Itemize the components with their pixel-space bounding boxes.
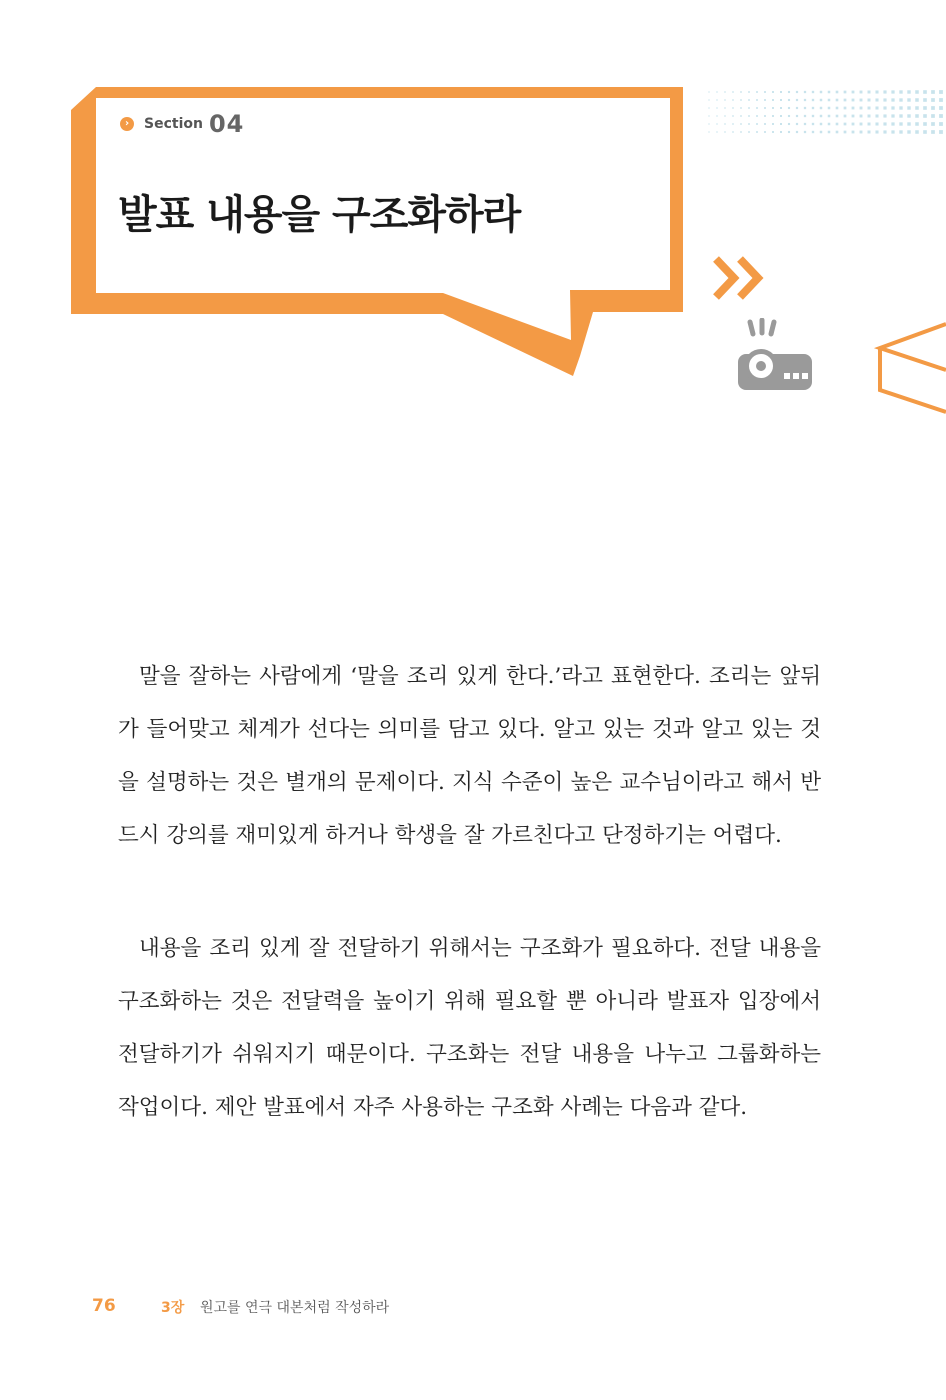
paragraph-1-text: 말을 잘하는 사람에게 ‘말을 조리 있게 한다.’라고 표현한다. 조리는 앞뒤가 들어맞고 체계가 선다는 의미를 담고 있다. 알고 있는 것과 알고 있는 것을 설명하는 것은 별개의 문제이다. 지식 수준이 높은 교수님이라고 해서 반드시 강의를 재미있게 하거나 학생을 잘 가르친다고 단정하기는 어렵다. (118, 664, 821, 848)
pattern-dot (907, 106, 910, 109)
pattern-dot (844, 131, 847, 134)
pattern-dot (931, 122, 935, 126)
pattern-dot (756, 107, 758, 109)
pattern-dot (820, 123, 822, 125)
pattern-dot (724, 115, 725, 116)
pattern-dot (820, 115, 822, 117)
pattern-dot (796, 99, 798, 101)
pattern-dot (780, 131, 782, 133)
pattern-dot (923, 106, 927, 110)
pattern-dot (708, 99, 709, 100)
pattern-dot (836, 123, 839, 126)
pattern-dot (931, 130, 935, 134)
pattern-dot (852, 123, 855, 126)
pattern-dot (804, 115, 806, 117)
pattern-dot (724, 107, 725, 108)
pattern-dot (724, 91, 725, 92)
pattern-dot (764, 131, 766, 133)
pattern-dot (812, 107, 814, 109)
pattern-dot (740, 115, 742, 117)
pattern-dot (772, 123, 774, 125)
pattern-dot (812, 91, 814, 93)
pattern-dot (868, 131, 871, 134)
pattern-dot (732, 123, 733, 124)
pattern-dot (724, 131, 725, 132)
pattern-dot (788, 99, 790, 101)
pattern-dot (923, 90, 927, 94)
pattern-dot (860, 91, 863, 94)
pattern-dot (740, 131, 742, 133)
pattern-dot (852, 115, 855, 118)
pattern-dot (820, 91, 822, 93)
pattern-dot (828, 107, 831, 110)
pattern-dot (939, 130, 943, 134)
pattern-dot (716, 131, 717, 132)
pattern-dot (732, 115, 733, 116)
pattern-dot (883, 90, 886, 93)
pattern-dot (915, 130, 919, 134)
pattern-dot (883, 122, 886, 125)
pattern-dot (804, 123, 806, 125)
pattern-dot (923, 98, 927, 102)
pattern-dot (852, 91, 855, 94)
paragraph-1 (118, 650, 821, 862)
pattern-dot (907, 98, 910, 101)
pattern-dot (868, 115, 871, 118)
pattern-dot (883, 130, 886, 133)
pattern-dot (740, 99, 742, 101)
pattern-dot (923, 130, 927, 134)
pattern-dot (868, 99, 871, 102)
pattern-dot (899, 114, 902, 117)
pattern-dot (860, 115, 863, 118)
pattern-dot (788, 115, 790, 117)
pattern-dot (907, 114, 910, 117)
pattern-dot (756, 99, 758, 101)
pattern-dot (899, 98, 902, 101)
dot-pattern (705, 88, 946, 138)
pattern-dot (844, 107, 847, 110)
footer-chapter-title: 원고를 연극 대본처럼 작성하라 (200, 1300, 390, 1316)
pattern-dot (891, 122, 894, 125)
pattern-dot (796, 131, 798, 133)
pattern-dot (899, 122, 902, 125)
pattern-dot (796, 115, 798, 117)
section-word: Section (144, 116, 203, 132)
pattern-dot (724, 123, 725, 124)
pattern-dot (780, 91, 782, 93)
pattern-dot (764, 99, 766, 101)
pattern-dot (915, 122, 919, 126)
pattern-dot (732, 131, 733, 132)
pattern-dot (764, 91, 766, 93)
pattern-dot (939, 122, 943, 126)
pattern-dot (923, 114, 927, 118)
pattern-dot (716, 107, 717, 108)
pattern-dot (812, 131, 814, 133)
pattern-dot (708, 131, 709, 132)
pattern-dot (748, 123, 750, 125)
pattern-dot (899, 90, 902, 93)
pattern-dot (939, 90, 943, 94)
pattern-dot (907, 122, 910, 125)
pattern-dot (899, 106, 902, 109)
pattern-dot (931, 98, 935, 102)
pattern-dot (796, 107, 798, 109)
pattern-dot (907, 130, 910, 133)
pattern-dot (828, 131, 831, 134)
pattern-dot (844, 123, 847, 126)
pattern-dot (891, 114, 894, 117)
pattern-dot (772, 91, 774, 93)
pattern-dot (875, 90, 878, 93)
pattern-dot (732, 99, 733, 100)
pattern-dot (780, 115, 782, 117)
pattern-dot (788, 91, 790, 93)
pattern-dot (844, 91, 847, 94)
pattern-dot (836, 99, 839, 102)
pattern-dot (915, 90, 919, 94)
pattern-dot (772, 107, 774, 109)
pattern-dot (748, 115, 750, 117)
pattern-dot (907, 90, 910, 93)
pattern-dot (939, 114, 943, 118)
pattern-dot (756, 123, 758, 125)
pattern-dot (899, 130, 902, 133)
pattern-dot (716, 115, 717, 116)
pattern-dot (764, 115, 766, 117)
pattern-dot (796, 91, 798, 93)
pattern-dot (820, 107, 822, 109)
pattern-dot (891, 106, 894, 109)
pattern-dot (764, 123, 766, 125)
pattern-dot (772, 115, 774, 117)
pattern-dot (812, 99, 814, 101)
pattern-dot (860, 99, 863, 102)
pattern-dot (875, 106, 878, 109)
pattern-dot (860, 131, 863, 134)
pattern-dot (788, 123, 790, 125)
pattern-dot (756, 131, 758, 133)
pattern-dot (748, 99, 750, 101)
pattern-dot (883, 98, 886, 101)
pattern-dot (708, 107, 709, 108)
pattern-dot (931, 90, 935, 94)
paragraph-2 (118, 922, 821, 1134)
pattern-dot (852, 107, 855, 110)
pattern-dot (923, 122, 927, 126)
box-outline (872, 318, 946, 418)
pattern-dot (883, 106, 886, 109)
pattern-dot (828, 115, 831, 118)
pattern-dot (836, 107, 839, 110)
pattern-dot (708, 91, 709, 92)
pattern-dot (772, 131, 774, 133)
pattern-dot (836, 131, 839, 134)
pattern-dot (852, 131, 855, 134)
pattern-dot (891, 130, 894, 133)
pattern-dot (796, 123, 798, 125)
pattern-dot (788, 107, 790, 109)
pattern-dot (931, 106, 935, 110)
pattern-dot (868, 91, 871, 94)
pattern-dot (820, 131, 822, 133)
pattern-dot (931, 114, 935, 118)
pattern-dot (875, 114, 878, 117)
footer-chapter: 3장 (161, 1300, 185, 1316)
pattern-dot (788, 131, 790, 133)
double-chevron-icon (712, 255, 768, 301)
pattern-dot (939, 98, 943, 102)
pattern-dot (868, 123, 871, 126)
pattern-dot (915, 106, 919, 110)
pattern-dot (780, 123, 782, 125)
pattern-dot (748, 91, 750, 93)
pattern-dot (891, 98, 894, 101)
pattern-dot (844, 99, 847, 102)
paragraph-2-text: 내용을 조리 있게 잘 전달하기 위해서는 구조화가 필요하다. 전달 내용을 구조화하는 것은 전달력을 높이기 위해 필요할 뿐 아니라 발표자 입장에서 전달하기가 쉬워지기 때문이다. 구조화는 전달 내용을 나누고 그룹화하는 작업이다. 제안 발표에서 자주 사용하는 구조화 사례는 다음과 같다. (118, 936, 821, 1120)
pattern-dot (756, 115, 758, 117)
pattern-dot (740, 91, 742, 93)
pattern-dot (828, 123, 831, 126)
pattern-dot (939, 106, 943, 110)
pattern-dot (868, 107, 871, 110)
pattern-dot (915, 98, 919, 102)
pattern-dot (764, 107, 766, 109)
pattern-dot (828, 91, 831, 94)
pattern-dot (740, 107, 742, 109)
pattern-dot (772, 99, 774, 101)
page-number: 76 (92, 1296, 116, 1316)
pattern-dot (740, 123, 742, 125)
pattern-dot (836, 115, 839, 118)
pattern-dot (804, 107, 806, 109)
chevron-bullet-icon: › (120, 117, 134, 131)
pattern-dot (875, 130, 878, 133)
projector-icon (736, 318, 814, 394)
pattern-dot (804, 131, 806, 133)
pattern-dot (780, 99, 782, 101)
pattern-dot (716, 123, 717, 124)
pattern-dot (875, 122, 878, 125)
section-label (120, 110, 244, 138)
pattern-dot (860, 107, 863, 110)
pattern-dot (732, 91, 733, 92)
pattern-dot (716, 99, 717, 100)
pattern-dot (915, 114, 919, 118)
pattern-dot (844, 115, 847, 118)
pattern-dot (812, 115, 814, 117)
pattern-dot (820, 99, 822, 101)
pattern-dot (732, 107, 733, 108)
pattern-dot (756, 91, 758, 93)
pattern-dot (804, 99, 806, 101)
pattern-dot (780, 107, 782, 109)
pattern-dot (724, 99, 725, 100)
pattern-dot (804, 91, 806, 93)
pattern-dot (748, 131, 750, 133)
section-number: 04 (208, 110, 245, 138)
pattern-dot (883, 114, 886, 117)
pattern-dot (891, 90, 894, 93)
pattern-dot (708, 115, 709, 116)
pattern-dot (852, 99, 855, 102)
pattern-dot (828, 99, 831, 102)
pattern-dot (716, 91, 717, 92)
pattern-dot (860, 123, 863, 126)
pattern-dot (748, 107, 750, 109)
pattern-dot (836, 91, 839, 94)
pattern-dot (812, 123, 814, 125)
pattern-dot (708, 123, 709, 124)
pattern-dot (875, 98, 878, 101)
page-title: 발표 내용을 구조화하라 (118, 192, 521, 238)
